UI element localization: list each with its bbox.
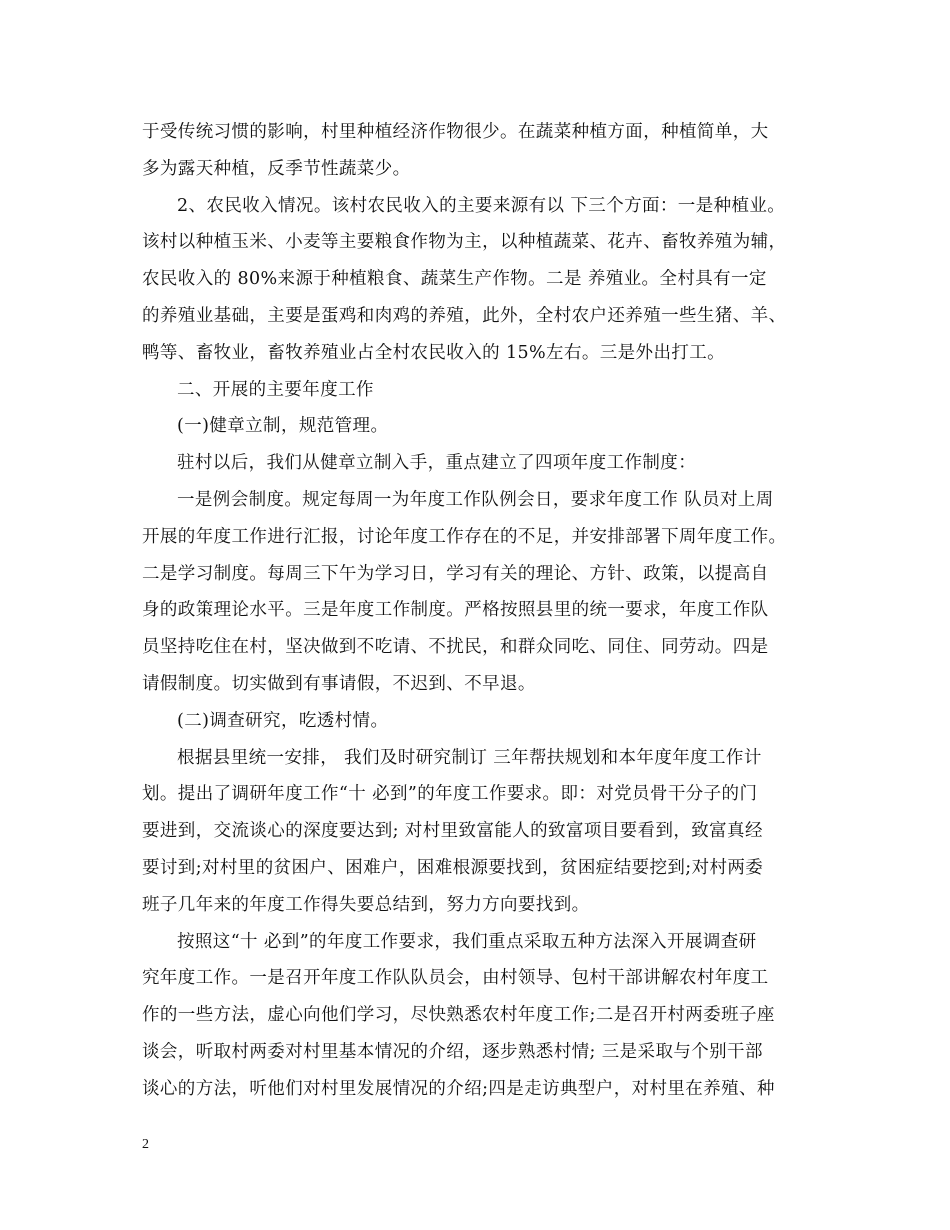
paragraph-start-line: 按照这“十 必到”的年度工作要求，我们重点采取五种方法深入开展调查研 <box>177 931 757 952</box>
subsection-heading: (一)健章立制，规范管理。 <box>177 416 389 437</box>
text-line: 谈会，听取村两委对村里基本情况的介绍，逐步熟悉村情; 三是采取与个别干部 <box>142 1041 763 1062</box>
text-line: 究年度工作。一是召开年度工作队队员会，由村领导、包村干部讲解农村年度工 <box>142 968 769 989</box>
text-line: 身的政策理论水平。三是年度工作制度。严格按照县里的统一要求，年度工作队 <box>142 600 769 621</box>
text-line: 鸭等、畜牧业，畜牧养殖业占全村农民收入的 15%左右。三是外出打工。 <box>142 342 726 363</box>
body-text <box>142 114 810 1108</box>
paragraph-start-line: 驻村以后，我们从健章立制入手，重点建立了四项年度工作制度： <box>177 453 697 474</box>
text-line: 该村以种植玉米、小麦等主要粮食作物为主，以种植蔬菜、花卉、畜牧养殖为辅， <box>142 232 787 253</box>
text-line: 开展的年度工作进行汇报，讨论年度工作存在的不足，并安排部署下周年度工作。 <box>142 526 787 547</box>
section-heading: 二、开展的主要年度工作 <box>177 379 374 400</box>
paragraph-start-line: 2、农民收入情况。该村农民收入的主要来源有以 下三个方面：一是种植业。 <box>177 195 786 216</box>
text-line: 班子几年来的年度工作得失要总结到，努力方向要找到。 <box>142 894 590 915</box>
paragraph-start-line: 根据县里统一安排， 我们及时研究制订 三年帮扶规划和本年度年度工作计 <box>177 747 762 768</box>
text-line: 请假制度。切实做到有事请假，不迟到、不早退。 <box>142 673 536 694</box>
text-line: 农民收入的 80%来源于种植粮食、蔬菜生产作物。二是 养殖业。全村具有一定 <box>142 269 767 290</box>
subsection-heading: (二)调查研究，吃透村情。 <box>177 710 389 731</box>
text-line: 谈心的方法，听他们对村里发展情况的介绍;四是走访典型户，对村里在养殖、种 <box>142 1078 775 1099</box>
text-line: 作的一些方法，虚心向他们学习，尽快熟悉农村年度工作;二是召开村两委班子座 <box>142 1005 775 1026</box>
page-number: 2 <box>142 1137 149 1152</box>
text-line: 划。提出了调研年度工作“十 必到”的年度工作要求。即：对党员骨干分子的门 <box>142 784 758 805</box>
text-line: 二是学习制度。每周三下午为学习日，学习有关的理论、方针、政策，以提高自 <box>142 563 769 584</box>
text-line: 要进到，交流谈心的深度要达到; 对村里致富能人的致富项目要看到，致富真经 <box>142 821 763 842</box>
text-line: 员坚持吃住在村，坚决做到不吃请、不扰民，和群众同吃、同住、同劳动。四是 <box>142 637 769 658</box>
text-line: 于受传统习惯的影响，村里种植经济作物很少。在蔬菜种植方面，种植简单，大 <box>142 122 769 142</box>
text-line: 要讨到;对村里的贫困户、困难户，困难根源要找到，贫困症结要挖到;对村两委 <box>142 857 764 878</box>
paragraph-start-line: 一是例会制度。规定每周一为年度工作队例会日，要求年度工作 队员对上周 <box>177 489 774 510</box>
text-line: 多为露天种植，反季节性蔬菜少。 <box>142 158 411 179</box>
text-line: 的养殖业基础，主要是蛋鸡和肉鸡的养殖，此外，全村农户还养殖一些生猪、羊、 <box>142 305 787 326</box>
